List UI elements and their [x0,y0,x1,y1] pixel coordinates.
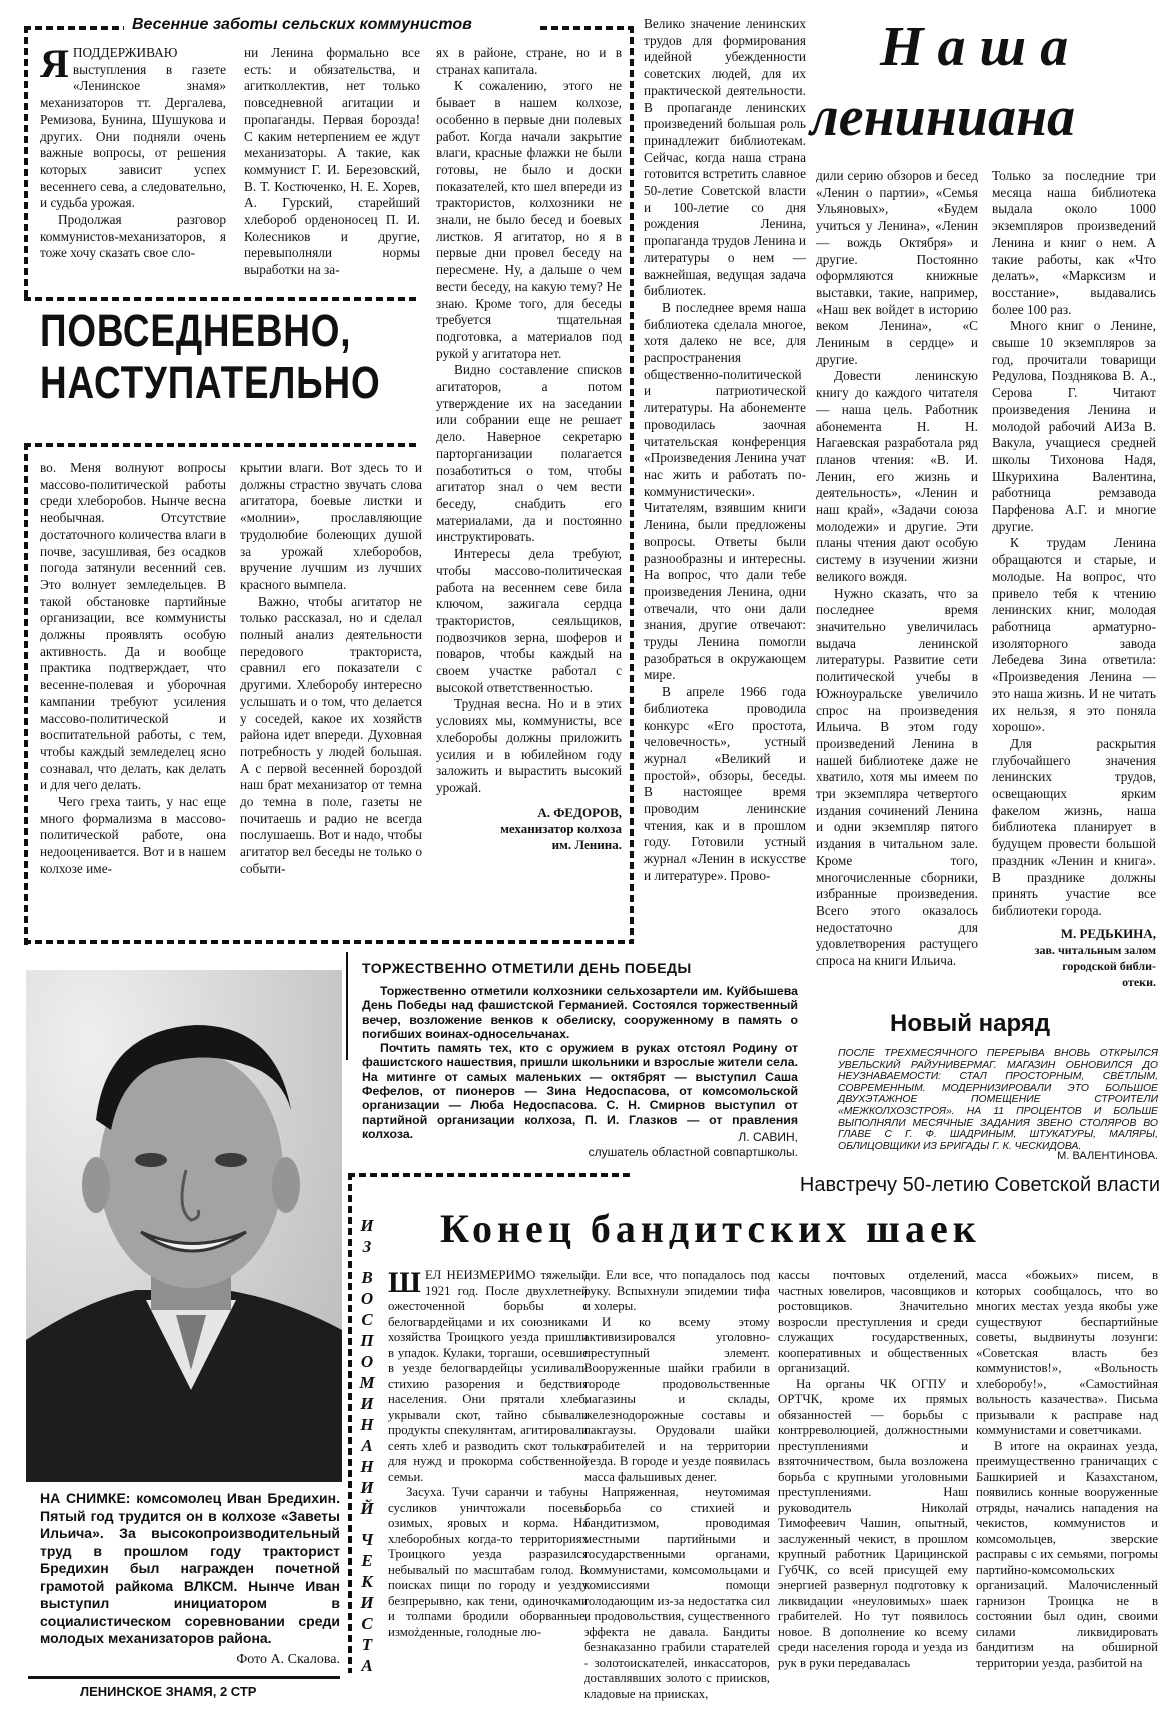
paragraph: Почтить память тех, кто с оружием в руках отстоял Родину от фашистского нашествия, пришли школьники и взрослые жители села. На митинге от самых маленьких — октябрят — выступил Саша Фефелов, от пионеров — Зина Недоспасова, от комсомольской организации — Люба Недоспасова. С. Н. Смирнов выступил от партийной организации колхоза, П. И. Глазков — от правления колхоза. [362,1041,798,1141]
paragraph: ПОДДЕРЖИВАЮ выступления в газете «Ленинское знамя» механизаторов тт. Дергалева, Ремизова, Бунина, Шушукова и других. Они подняли очень важные вопросы, от решения которых зависит успех весеннего сева, а следовательно, и судьба урожая. [40,45,226,211]
article1-top-col1 [40,41,226,295]
paragraph: И ко всему этому активизировался уголовно-преступный элемент. Вооруженные шайки грабили в городе продовольственные магазины и склады, железнодорожные составы и пакгаузы. Орудовали шайки грабителей и на территории уезда. В городе и уезде появилась масса фальшивых денег. [584,1314,770,1484]
article2-headline [810,12,1160,152]
paragraph: Только за последние три месяца наша библиотека выдала около 1000 экземпляров произведений Ленина и книг о нем. А такие работы, как «Что делать», «Марксизм и восстание», выдавались более 100 раз. [992,168,1156,317]
paragraph: масса «божьих» писем, в которых сообщалось, что во многих местах уезда якобы уже существуют беспартийные советы, выдвинуты лозунги: «Советская власть без коммунистов!», «Вольность хлеборобу!», «Самостийная вольность казачества». Письма призывали к расправе над коммунистами и советчиками. [976,1268,1158,1437]
article3-col4 [976,1268,1158,1678]
article3-headline: Конец бандитских шаек [440,1206,981,1251]
paragraph: Продолжая разговор коммунистов-механизаторов, я тоже хочу сказать свое сло- [40,212,226,261]
paragraph: Интересы дела требуют, чтобы массово-политическая работа на весеннем севе била ключом, зажигала сердца трактористов, сеяльщиков, подвозчиков зерна, шоферов и поваров, чтобы каждый на своем участке работал с высокой ответственностью. [436,546,622,695]
naryad-author: М. ВАЛЕНТИНОВА. [1057,1150,1158,1162]
article1-left-border [24,26,28,300]
article1-right-border [630,26,634,942]
headline-line: Наша [880,16,1083,78]
article3-left-border [348,1173,352,1673]
article2-col-right [992,168,1156,998]
headline-line: НАСТУПАТЕЛЬНО [40,357,381,408]
article1-top-col2 [244,45,420,295]
paragraph: Чего греха таить, у нас еще много формализма в массово-политической работе, она недооценивается. Вот и в нашем колхозе име- [40,794,226,876]
paragraph: Важно, чтобы агитатор не только рассказал, но и сделал полный анализ деятельности передового тракториста, сравнил его показатели с другими. Хлеборобу интересно услышать и о том, что делается у соседей, какое их хозяйств района идет впереди. Духовная потребность у людей большая. А с первой весенней бороздой наш брат механизатор от темна до темна в поле, газеты не почитаешь и радио не всегда послушаешь. Вот и надо, чтобы агитатор вел беседы не только о событи- [240,593,422,876]
paragraph: дили серию обзоров и бесед «Ленин о партии», «Семья Ульяновых», «Будем учиться у Ленина», «Ленин — вождь Октября» и другие. Постоянно оформляются книжные выставки, такие, например, «Наш век войдет в историю веком Ленина», «С Лениным в сердце» и другие. [816,168,978,367]
portrait-illustration [26,970,342,1482]
article3-col1 [388,1268,588,1678]
article1-kicker: Весенние заботы сельских коммунистов [132,16,472,33]
paragraph: Напряженная, неутомимая борьба со стихией и бандитизмом, проводимая местными партийными и государственными органами, коммунистами, комсомольцами и комиссиями помощи голодающим из-за недостатка сил и продовольствия, существенного эффекта не давала. Бандиты безнаказанно грабили старателей - золотоискателей, инкассаторов, доставлявших золото с приисков, кладовые на приисках, [584,1485,770,1701]
paragraph: ях в районе, стране, но и в странах капитала. [436,45,622,77]
photo-caption [40,1490,340,1648]
paragraph: ди. Ели все, что попадалось под руку. Вспыхнули эпидемии тифа и холеры. [584,1268,770,1313]
article1-bottom-col2 [240,460,422,935]
victory-headline: ТОРЖЕСТВЕННО ОТМЕТИЛИ ДЕНЬ ПОБЕДЫ [362,960,692,976]
victory-body [362,984,798,1141]
paragraph: Торжественно отметили колхозники сельхозартели им. Куйбышева День Победы над фашистской Германией. Состоялся торжественный вечер, возложение венков к обелиску, сооруженному в память о погибших воинах-односельчанах. [362,984,798,1041]
portrait-photo [26,970,342,1482]
article1-lower-border [24,443,416,447]
naryad-body: ПОСЛЕ ТРЕХМЕСЯЧНОГО ПЕРЕРЫВА ВНОВЬ ОТКРЫЛСЯ УВЕЛЬСКИЙ РАЙУНИВЕРМАГ. МАГАЗИН ОБНОВИЛСЯ ДО НЕУЗНАВАЕМОСТИ: СТАЛ ПРОСТОРНЫМ, СВЕТЛЫМ, СОВРЕМЕННЫМ. МОДЕРНИЗИРОВАЛИ ЭТО БОЛЬШОЕ ДВУХЭТАЖНОЕ ПОМЕЩЕНИЕ СТРОИТЕЛИ «МЕЖКОЛХОЗСТРОЯ». НА 11 ПРОЦЕНТОВ И БОЛЬШЕ ВЫПОЛНЯЛИ МЕСЯЧНЫЕ ЗАДАНИЯ ЗВЕНО СТОЛЯРОВ ВО ГЛАВЕ С Г. Ф. ШАДРИНЫМ, ШТУКАТУРЫ, МАЛЯРЫ, ОБЛИЦОВЩИКИ ИЗ БРИГАДЫ Г. К. ЧЕСКИДОВА. [838,1048,1158,1152]
article3-rubric: Навстречу 50-летию Советской власти [799,1174,1160,1196]
article2-author: М. РЕДЬКИНА, [1060,925,1156,941]
victory-left-rule [346,952,348,1060]
article1-mid-border [24,297,416,301]
vertical-label-text: И З В О С П О М И Н А Н И Й Ч Е К И С Т А [359,1216,375,1675]
article2-col-left [644,16,806,936]
naryad-headline: Новый наряд [890,1010,1051,1037]
article1-author-title: им. Ленина. [551,836,622,852]
paragraph: крытии влаги. Вот здесь то и должны страстно звучать слова агитатора, боевые листки и «молнии», прославляющие трудолюбие болеющих душой за урожай хлеборобов, вручение лучшим из лучших красного вымпела. [240,460,422,592]
paragraph: В итоге на окраинах уезда, преимущественно граничащих с Башкирией и Казахстаном, появились конные вооруженные отряды, начались нападения на чекистов, коммунистов и комсомольцев, зверские расправы с их семьями, погромы партийно-комсомольских организаций. Малочисленный гарнизон Троицка не в состоянии был один, своими силами ликвидировать бандитизм на обширной территории уезда, разбитой на [976,1438,1158,1670]
paragraph: Довести ленинскую книгу до каждого читателя — наша цель. Работник абонемента Н. Н. Нагаевская разработала ряд планов чтения: «В. И. Ленин, его жизнь и деятельность», «Ленин и наш край», «Задачи союза молодежи» и другие. Эти планы чтения дают особую систему в изучении жизни великого вождя. [816,368,978,584]
article3-dropcap: Ш [388,1266,421,1299]
photo-caption-lead: НА СНИМКЕ: [40,1490,131,1506]
article1-author: А. ФЕДОРОВ, [537,804,622,820]
article2-author-title: отеки. [1122,974,1156,989]
paragraph: Засуха. Тучи саранчи и табуны сусликов уничтожали посевы озимых, яровых и корма. На хлеборобных когда-то территориях Троицкого уезда разразился небывалый по масштабам голод. В поисках пищи по городу и уезду безпрерывно, как тени, одиночками и толпами бродили оборванные, измożденные, голодные лю- [388,1485,588,1639]
paragraph: К сожалению, этого не бывает в нашем колхозе, особенно в первые дни полевых работ. Когда начали закрытие влаги, красные флажки не были готовы, не было и доски показателей, кто шел впереди из трактористов, колхозники не знали, не было бесед и боевых листков. Я агитатор, но я в первые дни провел беседу на пересмене. Ну, а дальше о чем вести беседу, на какую тему? Не знаю. Кроме того, для беседы требуется тщательная подготовка, а материалов под рукой у агитатора нет. [436,78,622,361]
paragraph: К трудам Ленина обращаются и старые, и молодые. На вопрос, что привело тебя к чтению ленинских книг, молодая работница арматурно-изоляторного завода Лебедева Зина ответила: «Произведения Ленина — это наша жизнь. И не читать их нельзя, я это поняла хорошо». [992,535,1156,735]
paragraph: Много книг о Ленине, свыше 10 экземпляров за год, прочитали товарищи Редулова, Позднякова В. А., Серова Г. Читают произведения Ленина и молодой рабочий АИЗа В. Вакула, учащиеся средней школы Тихонова Надя, Шкурихина Валентина, работница ремзавода Парфенова А.Г. и многие другие. [992,318,1156,534]
footer-label: ЛЕНИНСКОЕ ЗНАМЯ, 2 СТР [80,1684,257,1699]
paragraph: Для раскрытия глубочайшего значения ленинских трудов, освещающих ярким факелом жизнь, наша библиотека планирует в будущем провести большой праздник «Ленин и книга». В празднике должны принять участие все библиотеки города. [992,735,1156,918]
article2-col-mid [816,168,978,1006]
article1-col3 [436,45,622,935]
paragraph: ни Ленина формально все есть: и обязательства, и агитколлектив, нет только повседневной агитации и пропаганды. Первая борозда! С каким нетерпением ее ждут механизаторы. А такие, как коммунист Г. И. Березовский, В. Т. Костюченко, Н. Е. Хорев, А. Гурский, старейший хлебороб орденоносец П. И. Колесников и другие, перевыполняли нормы выработки на за- [244,45,420,278]
footer-rule [28,1676,340,1679]
article1-bottom-border [24,940,634,944]
article2-author-title: зав. читальным залом городской библи- [1034,942,1156,973]
headline-line: лениниана [810,86,1076,148]
article1-headline [40,305,381,409]
article1-dropcap: Я [40,41,69,86]
article1-top-border [24,26,124,30]
paragraph: кассы почтовых отделений, частных ювелиров, часовщиков и ростовщиков. Значительно возросли преступления и среди служащих государственных, кооперативных и общественных организаций. [778,1268,968,1375]
victory-author-title: слушатель областной совпартшколы. [588,1145,798,1159]
article1-lower-left-border [24,443,28,945]
paragraph: Трудная весна. Но и в этих условиях мы, коммунисты, все хлеборобы должны приложить усилия и в юбилейном году заложить и вырастить высокий урожай. [436,696,622,795]
article3-top-border [348,1173,630,1177]
paragraph: ЕЛ НЕИЗМЕРИМО тяжелый 1921 год. После двухлетней ожесточенной борьбы с белогвардейцами и их союзниками хозяйства Троицкого уезда пришли в упадок. Кулаки, торгаши, осевшие в уезде белогвардейцы усиливали стихию разорения и бедствия населения. Они прятали хлеб, укрывали скот, тайно сбывали продукты спекулянтам, агитировали сеять хлеб и разводить скот только для нужд и прокорма собственной семьи. [388,1268,588,1484]
paragraph: во. Меня волнуют вопросы массово-политической работы среди хлеборобов. Нынче весна необычная. Отсутствие достаточного количества влаги в почве, засушливая, без осадков погода затянули весенний сев. Это волнует земледельцев. В такой обстановке партийные организации, все коммунисты должны проявлять особую активность. Да и вообще практика подтверждает, что весенне-полевая и уборочная кампании требуют усиления массово-политической и воспитательной работы, с тем, чтобы каждый земледелец ясно сознавал, что делать, как делать и для чего делать. [40,460,226,793]
paragraph: Нужно сказать, что за последнее время значительно увеличилась выдача ленинской литературы. Развитие сети политической учебы в Южноуральске увеличило спрос на произведения Ильича. В этом году произведений Ленина в нашей библиотеке даже не хватило, хотя мы имеем по три экземпляра четвертого издания сочинений Ленина и одни экземпляр пятого издания в читальном зале. Кроме того, многочисленные сборники, избранные произведения. Всего этого оказалось недостаточно для удовлетворения растущего спроса на книги Ильича. [816,585,978,969]
photo-credit: Фото А. Скалова. [236,1652,340,1667]
article1-author-title: механизатор колхоза [500,820,622,836]
photo-caption-text: комсомолец Иван Бредихин. Пятый год трудится он в колхозе «Заветы Ильича». За высокопроизводительный труд в прошлом году тракторист Бредихин был награжден почетной грамотой райкома ВЛКСМ. Нынче Иван выступил инициатором в социалистическом соревновании среди молодых механизаторов района. [40,1490,340,1646]
article1-top-border-right [540,26,634,30]
article1-bottom-col1 [40,460,226,935]
victory-author: Л. САВИН, [738,1130,798,1144]
headline-line: ПОВСЕДНЕВНО, [40,305,352,356]
paragraph: В апреле 1966 года библиотека проводила конкурс «Его простота, человечность», устный журнал «Великий и простой», обзоры, беседы. В настоящее время проводим ленинские чтения, как и в прошлом году. Готовили устный журнал «Ленин в искусстве и литературе». Прово- [644,684,806,883]
paragraph: В последнее время наша библиотека сделала многое, хотя далеко не все, для распространения общественно-политической и патриотической литературы. На абонементе проводилась заочная читательская конференция «Произведения Ленина учат нас жить и работать по-коммунистически». Читателям, взявшим книги Ленина, были предложены вопросы. Ответы были разнообразны и интересны. На вопрос, что дали тебе произведения Ленина, одни отвечали, что они дали знания, другие отвечают: труды Ленина помогли разобраться в окружающем мире. [644,299,806,683]
article3-col2 [584,1268,770,1701]
paragraph: На органы ЧК ОГПУ и ОРТЧК, кроме их прямых обязанностей — борьбы с контрреволюцией, должностными преступлениями и взяточничеством, была возложена борьба с крупными уголовными преступлениями. Наш руководитель Николай Тимофеевич Чашин, опытный, заслуженный чекист, в прошлом крупный работник Царицинской ГубЧК, со всей присущей ему энергией развернул подготовку к ликвидации «неуловимых» шаек грабителей. Но тут появилось новое. В дополнение ко всему среди населения города и уезда из рук в руки передавалась [778,1376,968,1670]
article3-col3 [778,1268,968,1678]
paragraph: Видно составление списков агитаторов, а потом утверждение их на заседании или собрании еще не решает дело. Наверное секретарю парторганизации полагается позаботиться о том, чтобы агитатор знал о чем вести беседу, снабдить его материалами, да и постоянно инструктировать. [436,362,622,545]
article3-vertical-label [358,1215,376,1676]
paragraph: Велико значение ленинских трудов для формирования идейной убежденности советских людей, для их практической деятельности. В пропаганде ленинских произведений большая роль принадлежит библиотекам. Сейчас, когда наша страна готовится встретить славное 50-летие Советской власти и 100-летие со дня рождения Ленина, пропаганда трудов Ленина и литературы о нем — важнейшая, ведущая задача библиотек. [644,16,806,299]
